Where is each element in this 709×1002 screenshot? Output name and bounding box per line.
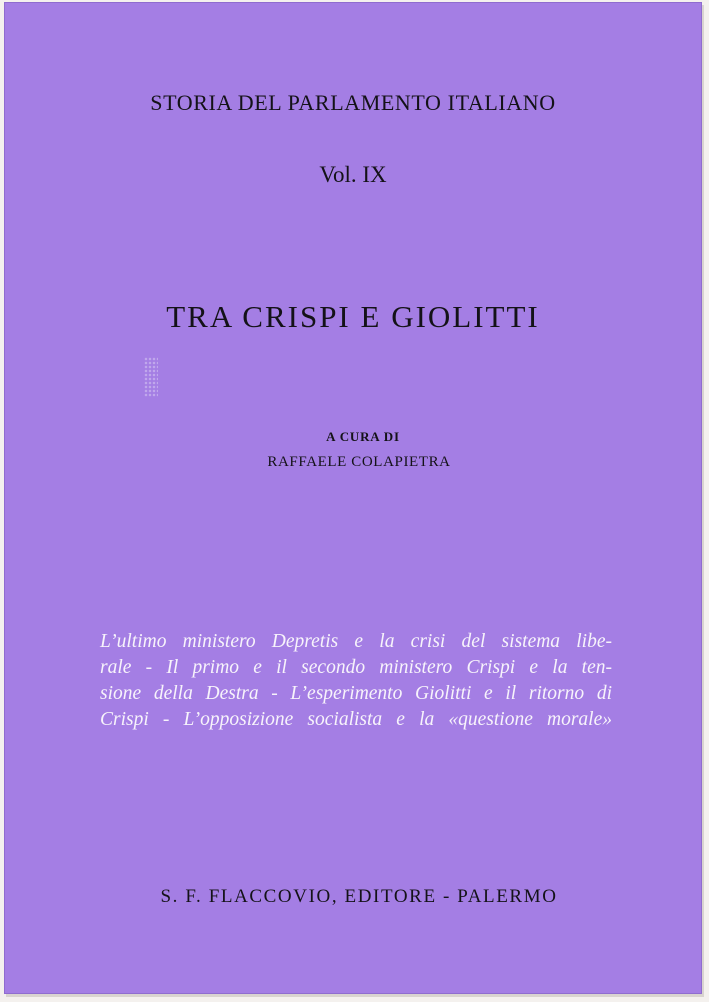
summary-line: sione della Destra - L’esperimento Giolitti e il ritorno di — [100, 683, 612, 704]
volume-number: Vol. IX — [319, 162, 387, 187]
curated-by-label: A CURA DI — [326, 429, 400, 444]
summary-line: Crispi - L’opposizione socialista e la «questione morale» — [100, 709, 612, 730]
book-cover — [4, 2, 702, 994]
cover-speckle — [144, 357, 158, 397]
summary-line: rale - Il primo e il secondo ministero Crispi e la ten- — [100, 657, 612, 678]
curator-name: RAFFAELE COLAPIETRA — [267, 454, 451, 470]
book-title: TRA CRISPI E GIOLITTI — [166, 299, 540, 334]
publisher: S. F. FLACCOVIO, EDITORE - PALERMO — [160, 886, 558, 907]
series-title: STORIA DEL PARLAMENTO ITALIANO — [150, 90, 556, 115]
summary-text — [100, 629, 612, 733]
summary-line: L’ultimo ministero Depretis e la crisi del sistema libe- — [100, 631, 612, 652]
